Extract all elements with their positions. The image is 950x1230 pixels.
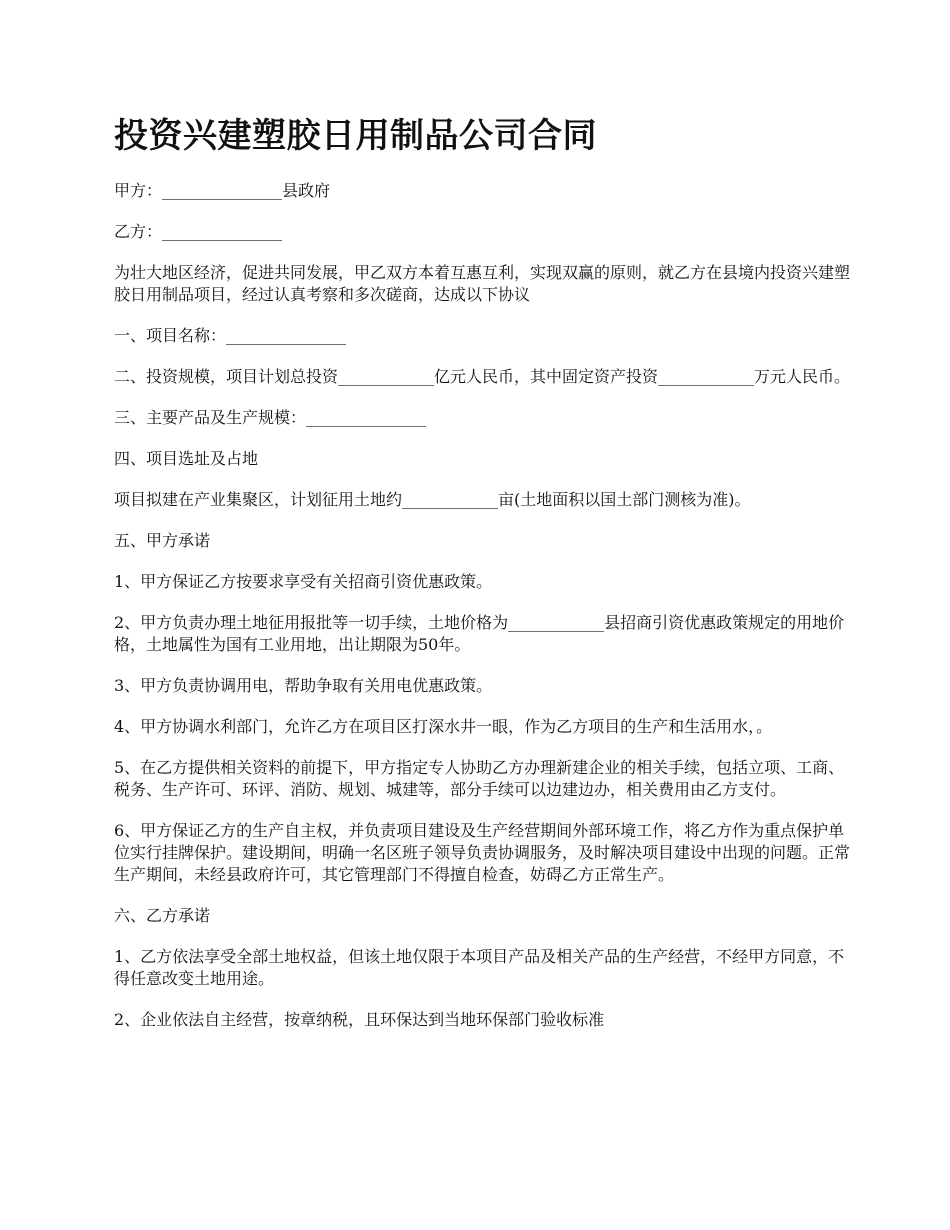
party-a-clause-3: 3、甲方负责协调用电，帮助争取有关用电优惠政策。: [114, 676, 493, 695]
document-body: [114, 112, 850, 1050]
section-6-heading: 六、乙方承诺: [114, 906, 211, 925]
party-a-clause-6: 6、甲方保证乙方的生产自主权，并负责项目建设及生产经营期间外部环境工作，将乙方作为重点保护单位实行挂牌保护。建设期间，明确一名区班子领导负责协调服务，及时解决项目建设中出现的问题。正常生产期间，未经县政府许可，其它管理部门不得擅自检查，妨碍乙方正常生产。: [114, 821, 851, 884]
party-a-clause-5: 5、在乙方提供相关资料的前提下，甲方指定专人协助乙方办理新建企业的相关手续，包括立项、工商、税务、生产许可、环评、消防、规划、城建等，部分手续可以边建边办，相关费用由乙方支付。: [114, 758, 845, 799]
party-b-clause-1: 1、乙方依法享受全部土地权益，但该土地仅限于本项目产品及相关产品的生产经营，不经甲方同意，不得任意改变土地用途。: [114, 947, 845, 988]
section-2-investment-scale: 二、投资规模，项目计划总投资____________亿元人民币，其中固定资产投资____________万元人民币。: [114, 367, 851, 386]
section-4-heading: 四、项目选址及占地: [114, 449, 259, 468]
party-a-clause-4: 4、甲方协调水利部门，允许乙方在项目区打深水井一眼，作为乙方项目的生产和生活用水，。: [114, 717, 773, 736]
section-4-site-paragraph: 项目拟建在产业集聚区，计划征用土地约____________亩(土地面积以国土部门测核为准)。: [114, 490, 751, 509]
section-1-project-name: 一、项目名称：_______________: [114, 326, 347, 345]
party-a-clause-1: 1、甲方保证乙方按要求享受有关招商引资优惠政策。: [114, 572, 493, 591]
party-a-clause-2: 2、甲方负责办理土地征用报批等一切手续，土地价格为____________县招商引资优惠政策规定的用地价格，土地属性为国有工业用地，出让期限为50年。: [114, 613, 845, 654]
party-b-clause-2: 2、企业依法自主经营，按章纳税，且环保达到当地环保部门验收标准: [114, 1010, 605, 1029]
party-b-line: 乙方：_______________: [114, 222, 283, 241]
preamble-paragraph: 为壮大地区经济，促进共同发展，甲乙双方本着互惠互利，实现双赢的原则，就乙方在县境内投资兴建塑胶日用制品项目，经过认真考察和多次磋商，达成以下协议: [114, 263, 851, 304]
document-title: 投资兴建塑胶日用制品公司合同: [114, 116, 597, 156]
party-a-line: 甲方：_______________县政府: [114, 181, 331, 200]
section-3-products: 三、主要产品及生产规模：_______________: [114, 408, 427, 427]
section-5-heading: 五、甲方承诺: [114, 531, 211, 550]
